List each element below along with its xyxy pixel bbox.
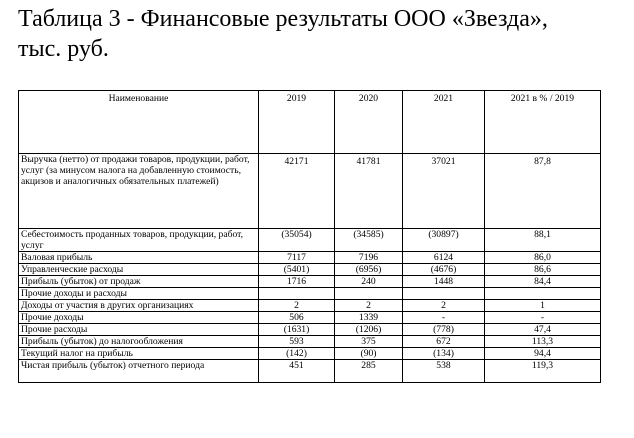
value-2020: 240 [335, 276, 403, 288]
table-row [19, 229, 601, 252]
row-name: Прибыль (убыток) до налогообложения [19, 336, 259, 348]
value-2020: 7196 [335, 252, 403, 264]
value-percent: 1 [485, 300, 601, 312]
table-row [19, 300, 601, 312]
value-2020: 285 [335, 360, 403, 383]
value-2019: 1716 [259, 276, 335, 288]
table-row [19, 264, 601, 276]
value-percent [485, 288, 601, 300]
value-2020: (34585) [335, 229, 403, 252]
value-2019: 7117 [259, 252, 335, 264]
row-name: Текущий налог на прибыль [19, 348, 259, 360]
table-header-row [19, 91, 601, 154]
value-2021: (30897) [403, 229, 485, 252]
row-name: Управленческие расходы [19, 264, 259, 276]
value-percent: - [485, 312, 601, 324]
table-row [19, 252, 601, 264]
value-percent: 86,6 [485, 264, 601, 276]
value-2021: 2 [403, 300, 485, 312]
caption-line-1: Таблица 3 - Финансовые результаты ООО «Звезда», [18, 6, 548, 32]
value-percent: 113,3 [485, 336, 601, 348]
header-name: Наименование [19, 91, 259, 154]
value-percent: 87,8 [485, 154, 601, 229]
value-percent: 94,4 [485, 348, 601, 360]
value-2019 [259, 288, 335, 300]
header-2021: 2021 [403, 91, 485, 154]
value-2019: 506 [259, 312, 335, 324]
value-2021: (4676) [403, 264, 485, 276]
value-2021: 37021 [403, 154, 485, 229]
value-percent: 47,4 [485, 324, 601, 336]
value-2021: 1448 [403, 276, 485, 288]
value-2020: 375 [335, 336, 403, 348]
value-2020: 1339 [335, 312, 403, 324]
table-row [19, 312, 601, 324]
value-2019: 42171 [259, 154, 335, 229]
table-row [19, 288, 601, 300]
row-name: Себестоимость проданных товаров, продукции, работ, услуг [19, 229, 259, 252]
row-name: Прибыль (убыток) от продаж [19, 276, 259, 288]
header-percent: 2021 в % / 2019 [485, 91, 601, 154]
table-caption [18, 4, 618, 64]
value-2021: 538 [403, 360, 485, 383]
row-name: Прочие доходы [19, 312, 259, 324]
caption-line-2: тыс. руб. [18, 36, 109, 62]
value-2019: 593 [259, 336, 335, 348]
value-2020: 41781 [335, 154, 403, 229]
value-2019: (142) [259, 348, 335, 360]
value-2020 [335, 288, 403, 300]
value-2020: (1206) [335, 324, 403, 336]
table-row [19, 276, 601, 288]
value-percent: 88,1 [485, 229, 601, 252]
value-2020: 2 [335, 300, 403, 312]
value-2020: (6956) [335, 264, 403, 276]
table-row [19, 348, 601, 360]
row-name: Прочие доходы и расходы [19, 288, 259, 300]
value-2021: - [403, 312, 485, 324]
table-row [19, 360, 601, 383]
value-2019: 451 [259, 360, 335, 383]
row-name: Прочие расходы [19, 324, 259, 336]
value-2021: (778) [403, 324, 485, 336]
value-2019: (1631) [259, 324, 335, 336]
value-2021: 672 [403, 336, 485, 348]
value-2021: 6124 [403, 252, 485, 264]
value-percent: 84,4 [485, 276, 601, 288]
table-row [19, 336, 601, 348]
row-name: Выручка (нетто) от продажи товаров, продукции, работ, услуг (за минусом налога на добавленную стоимость, акцизов и аналогичных обязательных платежей) [19, 154, 259, 229]
value-2021: (134) [403, 348, 485, 360]
row-name: Валовая прибыль [19, 252, 259, 264]
header-2020: 2020 [335, 91, 403, 154]
financial-results-table [18, 90, 601, 383]
row-name: Доходы от участия в других организациях [19, 300, 259, 312]
table-row [19, 154, 601, 229]
header-2019: 2019 [259, 91, 335, 154]
value-percent: 119,3 [485, 360, 601, 383]
table-row [19, 324, 601, 336]
value-2019: 2 [259, 300, 335, 312]
value-2020: (90) [335, 348, 403, 360]
value-2019: (5401) [259, 264, 335, 276]
value-percent: 86,0 [485, 252, 601, 264]
row-name: Чистая прибыль (убыток) отчетного периода [19, 360, 259, 383]
value-2021 [403, 288, 485, 300]
value-2019: (35054) [259, 229, 335, 252]
